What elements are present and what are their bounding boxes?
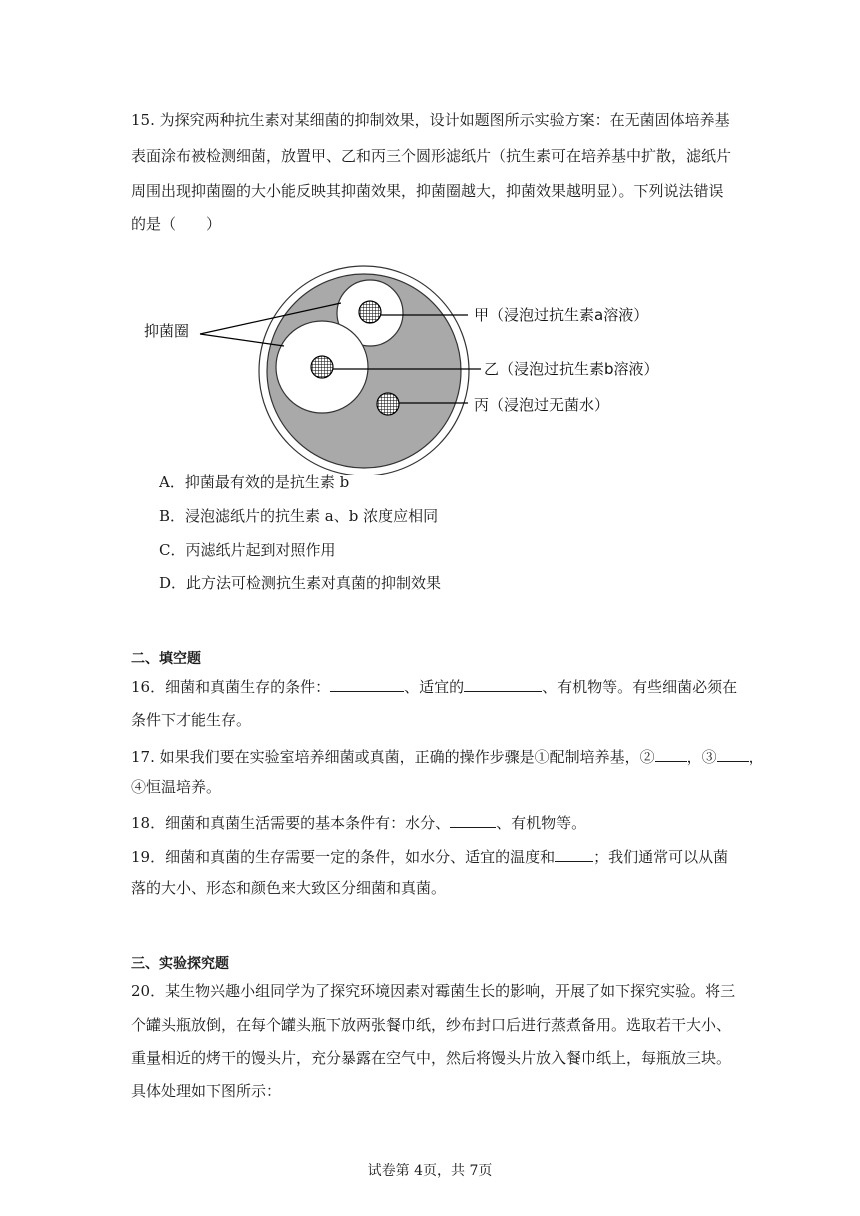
q19-line-1: [131, 846, 728, 867]
page-footer: 试卷第 4页，共 7页: [367, 1163, 493, 1179]
q17-blank-2[interactable]: [717, 746, 749, 762]
q15-option-b: B．浸泡滤纸片的抗生素 a、b 浓度应相同: [159, 507, 439, 525]
q15-line-3: 周围出现抑菌圈的大小能反映其抑菌效果，抑菌圈越大，抑菌效果越明显）。下列说法错误: [131, 182, 724, 200]
q19-text-a: 19．细菌和真菌的生存需要一定的条件，如水分、适宜的温度和: [131, 848, 556, 866]
label-inhibition-ring: 抑菌圈: [144, 322, 190, 340]
q15-line-4: 的是（ ）: [131, 215, 222, 233]
q20-line-2: 个罐头瓶放倒，在每个罐头瓶下放两张餐巾纸，纱布封口后进行蒸煮备用。选取若干大小、: [131, 1016, 732, 1034]
label-yi: 乙（浸泡过抗生素b溶液）: [484, 360, 659, 378]
q16-text-b: 、适宜的: [404, 678, 465, 696]
q15-line-2: 表面涂布被检测细菌，放置甲、乙和丙三个圆形滤纸片（抗生素可在培养基中扩散，滤纸片: [131, 147, 732, 165]
q15-option-c: C．丙滤纸片起到对照作用: [159, 541, 336, 559]
section-3-title: 三、实验探究题: [131, 956, 229, 972]
q20-line-4: 具体处理如下图所示：: [131, 1082, 282, 1100]
q16-line-1: [131, 676, 737, 697]
q15-option-d: D．此方法可检测抗生素对真菌的抑制效果: [159, 574, 442, 592]
label-jia: 甲（浸泡过抗生素a溶液）: [474, 306, 649, 324]
q15-line-1: 15. 为探究两种抗生素对某细菌的抑制效果，设计如题图所示实验方案：在无菌固体培养基: [131, 111, 730, 129]
q18-text-a: 18．细菌和真菌生活需要的基本条件有：水分、: [131, 814, 451, 832]
label-bing: 丙（浸泡过无菌水）: [474, 396, 610, 414]
q18-text-b: 、有机物等。: [496, 814, 587, 832]
q17-text-b: ，③: [686, 748, 717, 766]
q15-option-a: A．抑菌最有效的是抗生素 b: [159, 473, 350, 491]
filter-disc-yi: [311, 356, 333, 378]
q19-line-2: 落的大小、形态和颜色来大致区分细菌和真菌。: [131, 879, 447, 897]
petri-dish-figure: [138, 265, 698, 479]
q18-blank[interactable]: [450, 812, 496, 828]
section-2-title: 二、填空题: [131, 651, 201, 667]
q19-text-b: ；我们通常可以从菌: [593, 848, 729, 866]
q16-line-2: 条件下才能生存。: [131, 711, 252, 729]
filter-disc-bing: [377, 393, 399, 415]
q16-text-c: 、有机物等。有些细菌必须在: [542, 678, 738, 696]
q17-text-a: 17. 如果我们要在实验室培养细菌或真菌，正确的操作步骤是①配制培养基，②: [131, 748, 655, 766]
q17-line-2: ④恒温培养。: [131, 778, 222, 796]
q17-blank-1[interactable]: [655, 746, 687, 762]
q18-line: [131, 812, 586, 833]
q17-line-1: [131, 746, 764, 767]
q17-text-c: ，: [748, 748, 764, 766]
filter-disc-jia: [359, 301, 381, 323]
q16-text-a: 16．细菌和真菌生存的条件：: [131, 678, 331, 696]
q20-line-1: 20．某生物兴趣小组同学为了探究环境因素对霉菌生长的影响，开展了如下探究实验。将三: [131, 982, 736, 1000]
q19-blank[interactable]: [555, 846, 593, 862]
q20-line-3: 重量相近的烤干的馒头片，充分暴露在空气中，然后将馒头片放入餐巾纸上，每瓶放三块。: [131, 1049, 732, 1067]
q16-blank-1[interactable]: [330, 676, 404, 692]
q16-blank-2[interactable]: [464, 676, 542, 692]
